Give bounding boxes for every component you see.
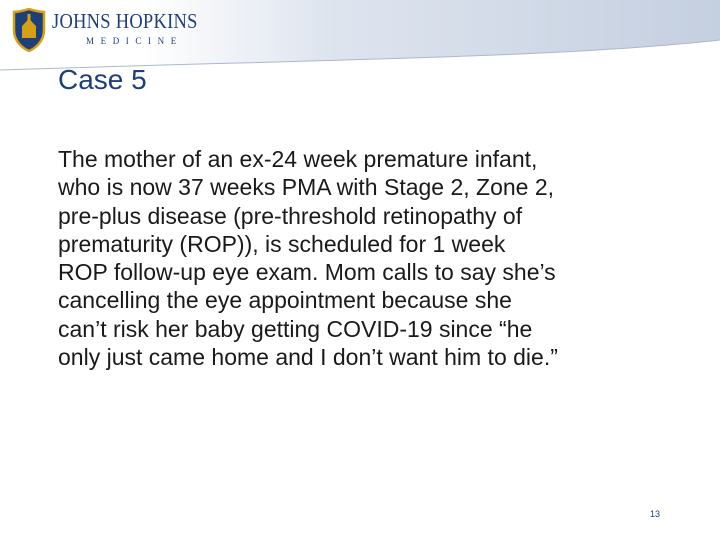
slide-title: Case 5 [58, 64, 147, 95]
logo-subtitle: MEDICINE [86, 36, 183, 46]
shield-icon [12, 8, 46, 52]
case-description: The mother of an ex-24 week premature infant, who is now 37 weeks PMA with Stage 2, Zone 2, pre-plus disease (pre-threshold retinopathy of prematurity (ROP)), is scheduled for 1 week ROP follow-up eye exam. Mom calls to say she’s cancelling the eye appointment because she can’t risk her baby getting COVID-19 since “he only just came home and I don’t want him to die.” [58, 146, 558, 371]
johns-hopkins-logo [12, 8, 218, 54]
logo-name: JOHNS HOPKINS [52, 9, 198, 33]
page-number: 13 [650, 509, 661, 519]
